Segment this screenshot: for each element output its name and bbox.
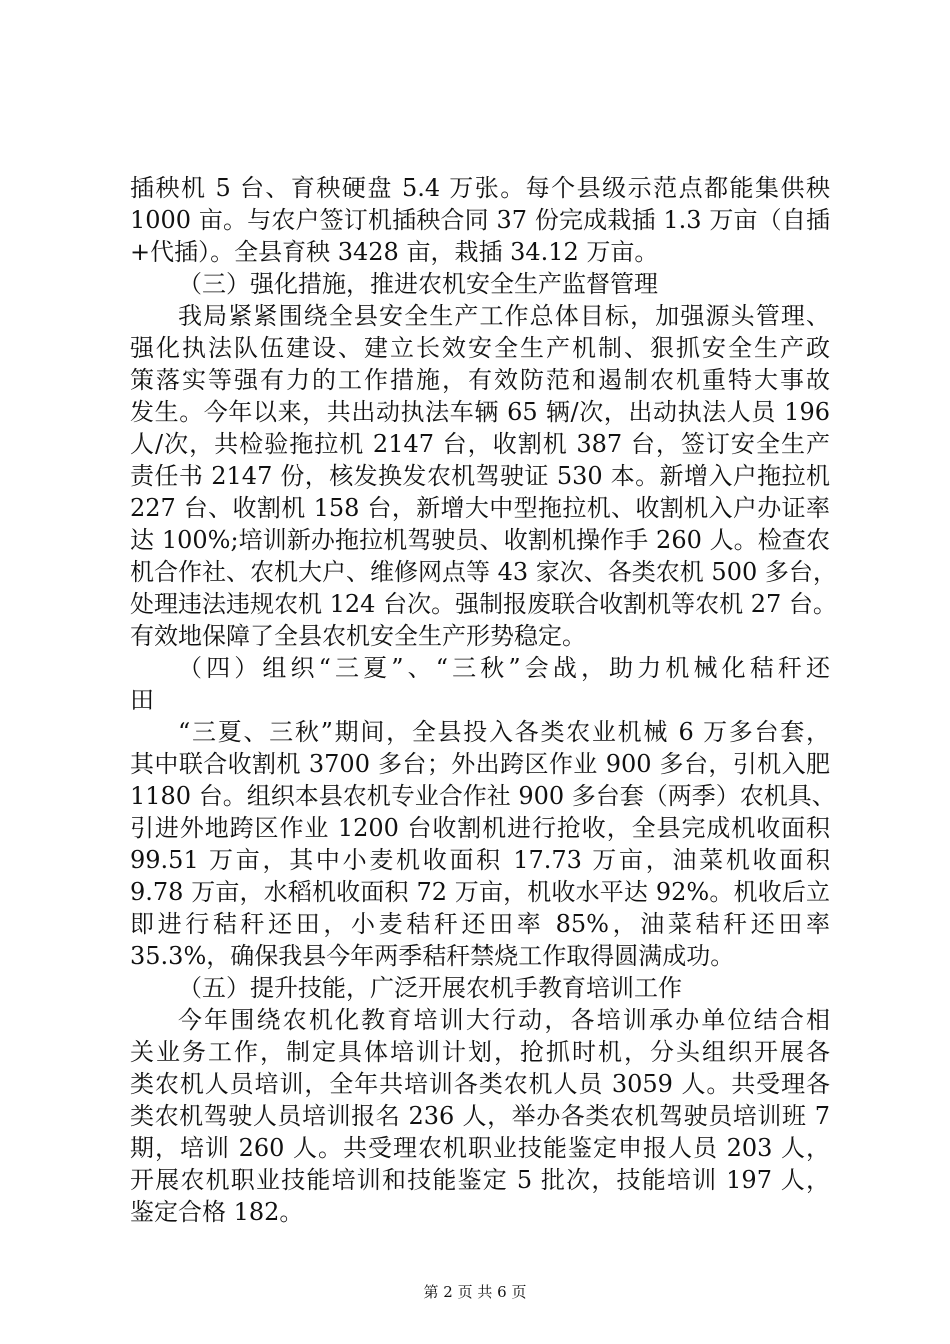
text-line: 1000 亩。与农户签订机插秧合同 37 份完成栽插 1.3 万亩（自插 bbox=[130, 206, 830, 234]
text-line: 类农机人员培训，全年共培训各类农机人员 3059 人。共受理各 bbox=[130, 1070, 830, 1098]
text-line: 强化执法队伍建设、建立长效安全生产机制、狠抓安全生产政 bbox=[130, 334, 830, 362]
page-footer: 第 2 页 共 6 页 bbox=[423, 1283, 527, 1301]
text-line: 227 台、收割机 158 台，新增大中型拖拉机、收割机入户办证率 bbox=[130, 494, 830, 522]
text-line: 插秧机 5 台、育秧硬盘 5.4 万张。每个县级示范点都能集供秧 bbox=[130, 174, 830, 202]
text-line: 其中联合收割机 3700 多台；外出跨区作业 900 多台，引机入肥 bbox=[130, 750, 830, 778]
text-line: +代插）。全县育秧 3428 亩，栽插 34.12 万亩。 bbox=[130, 238, 659, 266]
text-line: 发生。今年以来，共出动执法车辆 65 辆/次，出动执法人员 196 bbox=[130, 398, 830, 426]
text-line: 99.51 万亩，其中小麦机收面积 17.73 万亩，油菜机收面积 bbox=[130, 846, 830, 874]
text-line: 我局紧紧围绕全县安全生产工作总体目标，加强源头管理、 bbox=[178, 302, 830, 330]
text-line: 鉴定合格 182。 bbox=[130, 1198, 304, 1226]
text-line: 达 100%;培训新办拖拉机驾驶员、收割机操作手 260 人。检查农 bbox=[130, 526, 830, 554]
text-line: 引进外地跨区作业 1200 台收割机进行抢收，全县完成机收面积 bbox=[130, 814, 830, 842]
text-line: 今年围绕农机化教育培训大行动，各培训承办单位结合相 bbox=[178, 1006, 830, 1034]
text-line: 策落实等强有力的工作措施，有效防范和遏制农机重特大事故 bbox=[130, 366, 830, 394]
text-line: 35.3%，确保我县今年两季秸秆禁烧工作取得圆满成功。 bbox=[130, 942, 735, 970]
text-line: 机合作社、农机大户、维修网点等 43 家次、各类农机 500 多台， bbox=[130, 558, 837, 586]
text-line: （四）组织“三夏”、“三秋”会战，助力机械化秸秆还 bbox=[178, 654, 830, 682]
text-line: 有效地保障了全县农机安全生产形势稳定。 bbox=[130, 622, 586, 650]
text-line: 责任书 2147 份，核发换发农机驾驶证 530 本。新增入户拖拉机 bbox=[130, 462, 830, 490]
text-line: 田 bbox=[130, 686, 154, 714]
text-line: （三）强化措施，推进农机安全生产监督管理 bbox=[178, 270, 658, 298]
text-line: 9.78 万亩，水稻机收面积 72 万亩，机收水平达 92%。机收后立 bbox=[130, 878, 830, 906]
text-line: 开展农机职业技能培训和技能鉴定 5 批次，技能培训 197 人， bbox=[130, 1166, 830, 1194]
text-line: “三夏、三秋”期间，全县投入各类农业机械 6 万多台套， bbox=[178, 718, 830, 746]
text-line: 期，培训 260 人。共受理农机职业技能鉴定申报人员 203 人， bbox=[130, 1134, 830, 1162]
text-line: 1180 台。组织本县农机专业合作社 900 多台套（两季）农机具、 bbox=[130, 782, 836, 810]
text-line: 类农机驾驶人员培训报名 236 人，举办各类农机驾驶员培训班 7 bbox=[130, 1102, 830, 1130]
text-line: 人/次，共检验拖拉机 2147 台，收割机 387 台，签订安全生产 bbox=[130, 430, 830, 458]
text-line: （五）提升技能，广泛开展农机手教育培训工作 bbox=[178, 974, 682, 1002]
document-body bbox=[130, 172, 837, 1228]
text-line: 处理违法违规农机 124 台次。强制报废联合收割机等农机 27 台。 bbox=[130, 590, 837, 618]
text-line: 即进行秸秆还田，小麦秸秆还田率 85%，油菜秸秆还田率 bbox=[130, 910, 830, 938]
text-line: 关业务工作，制定具体培训计划，抢抓时机，分头组织开展各 bbox=[130, 1038, 830, 1066]
